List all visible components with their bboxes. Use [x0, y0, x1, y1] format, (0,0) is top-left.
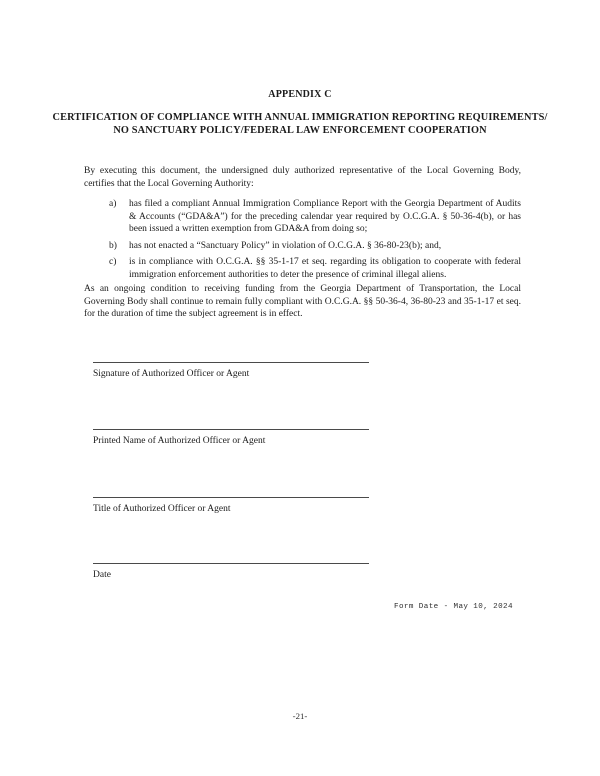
title-label: Title of Authorized Officer or Agent [93, 504, 231, 514]
date-line [93, 563, 369, 564]
closing-paragraph: As an ongoing condition to receiving funding from the Georgia Department of Transportation, the Local Governing Body shall continue to remain fully compliant with O.C.G.A. §§ 50-36-4, 36-80-23 and 35-1-17 et seq. for the duration of time the subject agreement is in effect. [84, 284, 521, 319]
printed-name-field [93, 429, 369, 447]
page-number: -21- [292, 711, 308, 721]
document-title [30, 112, 570, 137]
list-item-b [109, 240, 521, 253]
certification-list [109, 198, 521, 285]
printed-name-line [93, 429, 369, 430]
list-item-a-text: has filed a compliant Annual Immigration Compliance Report with the Georgia Department of Audits & Accounts (“GDA&A”) for the preceding calendar year required by O.C.G.A. § 50-36-4(b), or has been issued a written exemption from GDA&A from doing so; [129, 199, 521, 234]
signature-field [93, 362, 369, 380]
signature-line [93, 362, 369, 363]
list-item-b-marker: b) [109, 240, 117, 251]
document-title-line-1: CERTIFICATION OF COMPLIANCE WITH ANNUAL IMMIGRATION REPORTING REQUIREMENTS/ [52, 112, 548, 123]
document-title-line-2: NO SANCTUARY POLICY/FEDERAL LAW ENFORCEMENT COOPERATION [113, 124, 487, 136]
printed-name-label: Printed Name of Authorized Officer or Agent [93, 436, 266, 446]
title-field [93, 497, 369, 515]
list-item-a-marker: a) [109, 199, 117, 209]
appendix-label: APPENDIX C [268, 89, 332, 100]
list-item-b-text: has not enacted a “Sanctuary Policy” in violation of O.C.G.A. § 36-80-23(b); and, [129, 240, 442, 251]
signature-label: Signature of Authorized Officer or Agent [93, 369, 250, 379]
list-item-c-marker: c) [109, 257, 117, 267]
title-line [93, 497, 369, 498]
list-item-c-text: is in compliance with O.C.G.A. §§ 35-1-17 et seq. regarding its obligation to cooperate with federal immigration enforcement authorities to deter the presence of criminal illegal aliens. [129, 257, 521, 280]
date-label: Date [93, 570, 111, 580]
intro-paragraph: By executing this document, the undersigned duly authorized representative of the Local Governing Body, certifies that the Local Governing Authority: [84, 166, 521, 189]
date-field [93, 563, 369, 581]
list-item-a [109, 198, 521, 236]
list-item-c [109, 256, 521, 281]
form-date: Form Date - May 10, 2024 [394, 603, 513, 611]
